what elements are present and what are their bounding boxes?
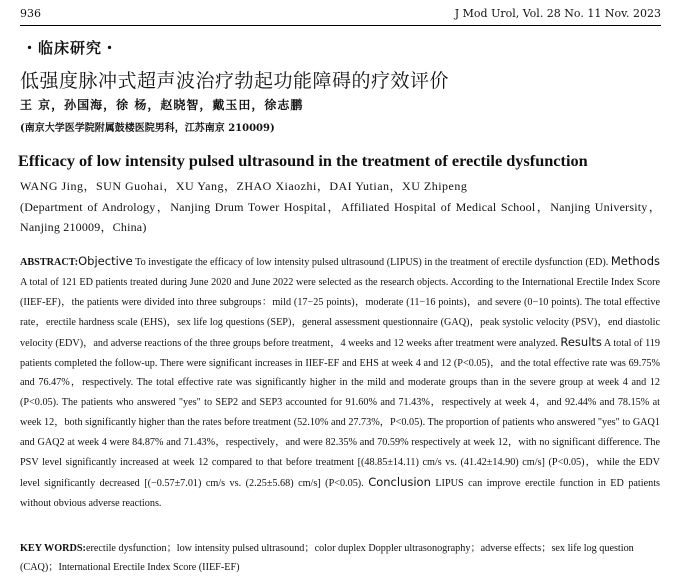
header-rule: [20, 25, 661, 26]
keywords-text: erectile dysfunction；low intensity pulsed ultrasound；color duplex Doppler ultrasonography；adverse effects；sex life log question (CAQ)；International Erectile Index Score (IIEF-EF): [20, 543, 634, 573]
keywords-label: KEY WORDS:: [20, 543, 86, 554]
chinese-title: 低强度脉冲式超声波治疗勃起功能障碍的疗效评价: [20, 70, 450, 92]
keywords: [20, 539, 661, 577]
english-authors: WANG Jing，SUN Guohai，XU Yang，ZHAO Xiaozhi，DAI Yutian，XU Zhipeng: [20, 179, 468, 193]
abstract-label: ABSTRACT:: [20, 257, 79, 268]
journal-citation: J Mod Urol, Vol. 28 No. 11 Nov. 2023: [454, 7, 661, 20]
english-affiliation: (Department of Andrology，Nanjing Drum Tower Hospital，Affiliated Hospital of Medical School，Nanjing University，Nanjing 210009，China): [20, 200, 661, 234]
methods-text: A total of 121 ED patients treated during June 2020 and June 2022 were selected as the research objects. According to the International Erectile Index Score (IIEF-EF)，the patients were divided into three subgroups：mild (17−25 points)，moderate (11−16 points)，and severe (0−10 points). The total effective rate，erectile hardness scale (EHS)，sex life log questions (SEP)，general assessment questionnaire (GAQ)，peak systolic velocity (PSV)，end diastolic velocity (EDV)，and adverse reactions of the three groups before treatment，4 weeks and 12 weeks after treatment were analyzed.: [20, 276, 660, 349]
chinese-authors: 王 京，孙国海，徐 杨，赵晓智，戴玉田，徐志鹏: [20, 98, 304, 112]
results-text: A total of 119 patients completed the follow-up. There were significant increases in IIEF-EF and EHS at week 4 and 12 (P<0.05)，and the total effective rate was 69.75% and 76.47%，respectively. The total effective rate was significantly higher in the mild and moderate groups than in the severe group at week 4 and 12 (P<0.05). The patients who answered "yes" to SEP2 and SEP3 accounted for 91.60% and 71.43%，respectively at week 4，and 92.44% and 78.15% at week 12，both significantly higher than the rates before treatment (52.10% and 27.73%，P<0.05). The proportion of patients who answered "yes" to GAQ1 and GAQ2 at week 4 were 84.87% and 71.43%，respectively，and were 82.35% and 70.59% respectively at week 12，with no significant difference. The PSV level significantly increased at week 12 compared to that before treatment [(48.85±14.11) cm/s vs. (41.42±14.90) cm/s] (P<0.05)，while the EDV level significantly decreased [(−0.57±7.01) cm/s vs. (2.25±5.68) cm/s] (P<0.05).: [20, 337, 660, 489]
conclusion-label: Conclusion: [368, 474, 431, 489]
abstract: [20, 252, 660, 514]
methods-label: Methods: [610, 254, 660, 268]
chinese-affiliation: (南京大学医学院附属鼓楼医院男科，江苏南京 210009): [20, 123, 275, 134]
english-title: Efficacy of low intensity pulsed ultrasound in the treatment of erectile dysfunction: [18, 151, 588, 170]
objective-text: To investigate the efficacy of low intensity pulsed ultrasound (LIPUS) in the treatment of erectile dysfunction (ED).: [132, 257, 609, 268]
objective-label: Objective: [78, 254, 133, 268]
page-number: 936: [20, 7, 41, 20]
running-header: [20, 7, 661, 20]
conclusion-text: LIPUS can improve erectile function in ED patients without obvious adverse reactions.: [20, 477, 660, 509]
results-label: Results: [560, 334, 602, 349]
section-label: ・临床研究・: [22, 39, 119, 57]
